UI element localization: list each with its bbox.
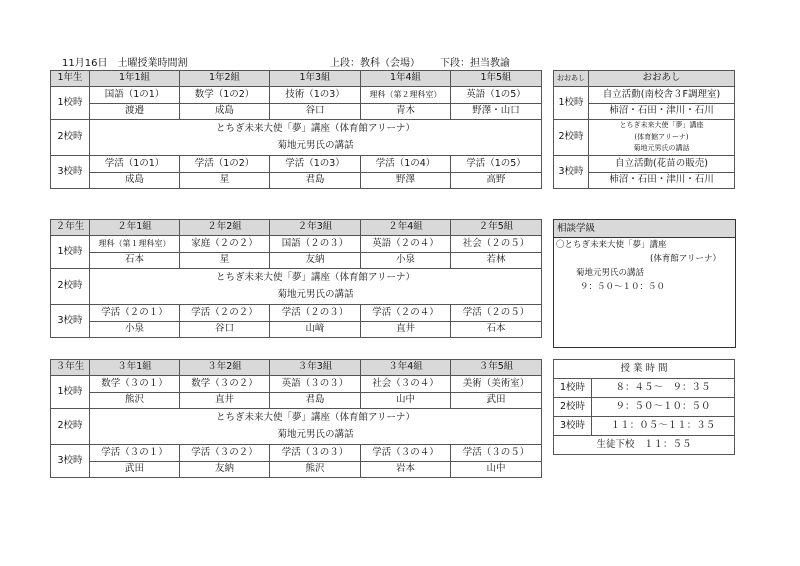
- subject-cell: 美術（美術室）: [451, 376, 542, 393]
- period-label: 3校時: [51, 445, 90, 478]
- grade3-timetable: [50, 359, 542, 478]
- grade1-p1-teacher-row: [51, 104, 542, 120]
- grade3-p1-subject-row: [51, 376, 542, 393]
- period-label: 2校時: [51, 120, 90, 156]
- teacher-cell: 武田: [90, 462, 180, 478]
- teacher-cell: 山中: [451, 462, 542, 478]
- dismissal-time: 生徒下校 １１：５５: [554, 436, 735, 455]
- teacher-cell: 青木: [361, 104, 451, 120]
- event-speaker: 菊地元男氏の講話: [589, 144, 735, 156]
- period-label: 2校時: [51, 269, 90, 305]
- subject-cell: 学活（２の３）: [270, 305, 361, 322]
- subject-cell: 数学（３の２）: [180, 376, 270, 393]
- grade3-p3-teacher-row: [51, 462, 542, 478]
- grade1-corner: 1年生: [51, 71, 90, 87]
- period-label: 3校時: [51, 305, 90, 338]
- period-label: 3校時: [554, 417, 592, 436]
- event-venue: (体育館アリーナ): [589, 132, 735, 144]
- soudan-time: ９：５０〜１０：５０: [580, 282, 666, 292]
- class-header: ２年1組: [90, 220, 180, 236]
- subject-cell: 英語（２の４）: [361, 236, 451, 253]
- ooashi-p1-row: [554, 87, 735, 104]
- teacher-cell: 渡邉: [90, 104, 180, 120]
- subject-cell: 自立活動(南校舎３F調理室): [589, 87, 735, 104]
- grade3-p3-subject-row: [51, 445, 542, 462]
- legend-upper: 上段：教科（会場）: [330, 58, 420, 69]
- grade3-corner: ３年生: [51, 360, 90, 376]
- legend-lower: 下段：担当教諭: [440, 58, 510, 69]
- period-time: １１：０５〜１１：３５: [592, 417, 735, 436]
- class-header: 1年5組: [451, 71, 542, 87]
- period-label: 1校時: [51, 87, 90, 120]
- event-speaker: 菊地元男氏の講話: [90, 138, 542, 156]
- subject-cell: 学活（３の５）: [451, 445, 542, 462]
- ooashi-p3-row: [554, 156, 735, 173]
- ooashi-corner: おおあし: [554, 71, 589, 87]
- soudan-speaker: 菊地元男氏の講話: [576, 268, 645, 278]
- subject-cell: 学活（２の５）: [451, 305, 542, 322]
- class-header: ２年2組: [180, 220, 270, 236]
- subject-cell: 学活（２の１）: [90, 305, 180, 322]
- teacher-cell: 谷口: [180, 322, 270, 338]
- times-row: [554, 398, 735, 417]
- subject-cell: 学活（２の２）: [180, 305, 270, 322]
- subject-cell: 学活（２の４）: [361, 305, 451, 322]
- teacher-cell: 熊沢: [270, 462, 361, 478]
- subject-cell: 社会（３の４）: [361, 376, 451, 393]
- subject-cell: 学活（1の2）: [180, 156, 270, 173]
- subject-cell: 英語（1の5）: [451, 87, 542, 104]
- subject-cell: 学活（３の２）: [180, 445, 270, 462]
- teacher-cell: 高野: [451, 173, 542, 189]
- soudan-title: 相談学級: [554, 220, 735, 238]
- subject-cell: 数学（1の2）: [180, 87, 270, 104]
- soudan-box: [553, 219, 736, 348]
- event-speaker: 菊地元男氏の講話: [90, 287, 542, 305]
- teacher-cell: 谷口: [270, 104, 361, 120]
- grade2-p2-speaker-row: [51, 287, 542, 305]
- grade1-p1-subject-row: [51, 87, 542, 104]
- period-label: 3校時: [51, 156, 90, 189]
- times-header-row: [554, 360, 735, 379]
- subject-cell: 数学（３の１）: [90, 376, 180, 393]
- subject-cell: 理科（第２理科室）: [361, 87, 451, 104]
- teacher-cell: 山﨑: [270, 322, 361, 338]
- ooashi-p2-row: [554, 120, 735, 132]
- times-title: 授 業 時 間: [554, 360, 735, 379]
- teacher-cell: 野澤・山口: [451, 104, 542, 120]
- class-header: ３年2組: [180, 360, 270, 376]
- grade1-header-row: [51, 71, 542, 87]
- subject-cell: 技術（1の3）: [270, 87, 361, 104]
- subject-cell: 国語（２の３）: [270, 236, 361, 253]
- class-times-table: [553, 359, 735, 455]
- event-title: とちぎ未来大使「夢」講座: [589, 120, 735, 132]
- period-label: 2校時: [554, 120, 589, 156]
- ooashi-header-row: [554, 71, 735, 87]
- subject-cell: 学活（３の４）: [361, 445, 451, 462]
- teacher-cell: 熊沢: [90, 393, 180, 409]
- teacher-cell: 山中: [361, 393, 451, 409]
- times-dismissal-row: [554, 436, 735, 455]
- ooashi-timetable: [553, 70, 735, 189]
- soudan-venue: (体育館アリーナ）: [650, 254, 721, 264]
- teacher-cell: 石本: [451, 322, 542, 338]
- teacher-cell: 君島: [270, 173, 361, 189]
- subject-cell: 学活（1の5）: [451, 156, 542, 173]
- grade2-p2-row: [51, 269, 542, 287]
- soudan-event: 〇とちぎ未来大使「夢」講座: [556, 240, 667, 250]
- grade2-p1-teacher-row: [51, 253, 542, 269]
- period-label: 3校時: [554, 156, 589, 189]
- period-label: 1校時: [554, 379, 592, 398]
- subject-cell: 学活（３の１）: [90, 445, 180, 462]
- class-header: 1年2組: [180, 71, 270, 87]
- grade3-header-row: [51, 360, 542, 376]
- period-time: ８：４５〜 ９：３５: [592, 379, 735, 398]
- subject-cell: 英語（３の３）: [270, 376, 361, 393]
- class-header: 1年3組: [270, 71, 361, 87]
- grade2-header-row: [51, 220, 542, 236]
- event-title: とちぎ未来大使「夢」講座（体育館アリーナ）: [90, 409, 542, 427]
- times-row: [554, 379, 735, 398]
- grade3-p1-teacher-row: [51, 393, 542, 409]
- subject-cell: 学活（1の4）: [361, 156, 451, 173]
- grade3-p2-speaker-row: [51, 427, 542, 445]
- teacher-cell: 若林: [451, 253, 542, 269]
- period-label: 1校時: [51, 236, 90, 269]
- period-label: 2校時: [51, 409, 90, 445]
- subject-cell: 国語（1の1）: [90, 87, 180, 104]
- subject-cell: 社会（２の５）: [451, 236, 542, 253]
- teacher-cell: 小泉: [90, 322, 180, 338]
- subject-cell: 理科（第１理科室）: [90, 236, 180, 253]
- ooashi-header: おおあし: [589, 71, 735, 87]
- class-header: ３年3組: [270, 360, 361, 376]
- teacher-cell: 成島: [90, 173, 180, 189]
- class-header: 1年4組: [361, 71, 451, 87]
- period-label: 1校時: [554, 87, 589, 120]
- teacher-cell: 柿沼・石田・津川・石川: [589, 173, 735, 189]
- subject-cell: 学活（３の３）: [270, 445, 361, 462]
- subject-cell: 学活（1の1）: [90, 156, 180, 173]
- teacher-cell: 君島: [270, 393, 361, 409]
- grade1-p3-teacher-row: [51, 173, 542, 189]
- grade1-timetable: [50, 70, 542, 189]
- subject-cell: 学活（1の3）: [270, 156, 361, 173]
- class-header: 1年1組: [90, 71, 180, 87]
- teacher-cell: 石本: [90, 253, 180, 269]
- class-header: ３年4組: [361, 360, 451, 376]
- class-header: ２年4組: [361, 220, 451, 236]
- page-title: 11月16日 土曜授業時間割: [62, 58, 188, 69]
- subject-cell: 家庭（２の２）: [180, 236, 270, 253]
- grade2-timetable: [50, 219, 542, 338]
- teacher-cell: 成島: [180, 104, 270, 120]
- period-label: 2校時: [554, 398, 592, 417]
- class-header: ３年1組: [90, 360, 180, 376]
- subject-cell: 自立活動(花苗の販売): [589, 156, 735, 173]
- class-header: ３年5組: [451, 360, 542, 376]
- grade1-p2-speaker-row: [51, 138, 542, 156]
- teacher-cell: 直井: [361, 322, 451, 338]
- class-header: ２年3組: [270, 220, 361, 236]
- period-time: ９：５０〜１０：５０: [592, 398, 735, 417]
- teacher-cell: 友納: [270, 253, 361, 269]
- teacher-cell: 星: [180, 173, 270, 189]
- teacher-cell: 星: [180, 253, 270, 269]
- teacher-cell: 野澤: [361, 173, 451, 189]
- event-title: とちぎ未来大使「夢」講座（体育館アリーナ）: [90, 269, 542, 287]
- teacher-cell: 直井: [180, 393, 270, 409]
- teacher-cell: 友納: [180, 462, 270, 478]
- class-header: ２年5組: [451, 220, 542, 236]
- event-title: とちぎ未来大使「夢」講座（体育館アリーナ）: [90, 120, 542, 138]
- grade2-p3-teacher-row: [51, 322, 542, 338]
- grade1-p2-row: [51, 120, 542, 138]
- times-row: [554, 417, 735, 436]
- period-label: 1校時: [51, 376, 90, 409]
- grade1-p3-subject-row: [51, 156, 542, 173]
- teacher-cell: 岩本: [361, 462, 451, 478]
- teacher-cell: 武田: [451, 393, 542, 409]
- event-speaker: 菊地元男氏の講話: [90, 427, 542, 445]
- teacher-cell: 小泉: [361, 253, 451, 269]
- grade2-p3-subject-row: [51, 305, 542, 322]
- grade2-p1-subject-row: [51, 236, 542, 253]
- grade3-p2-row: [51, 409, 542, 427]
- teacher-cell: 柿沼・石田・津川・石川: [589, 104, 735, 120]
- grade2-corner: ２年生: [51, 220, 90, 236]
